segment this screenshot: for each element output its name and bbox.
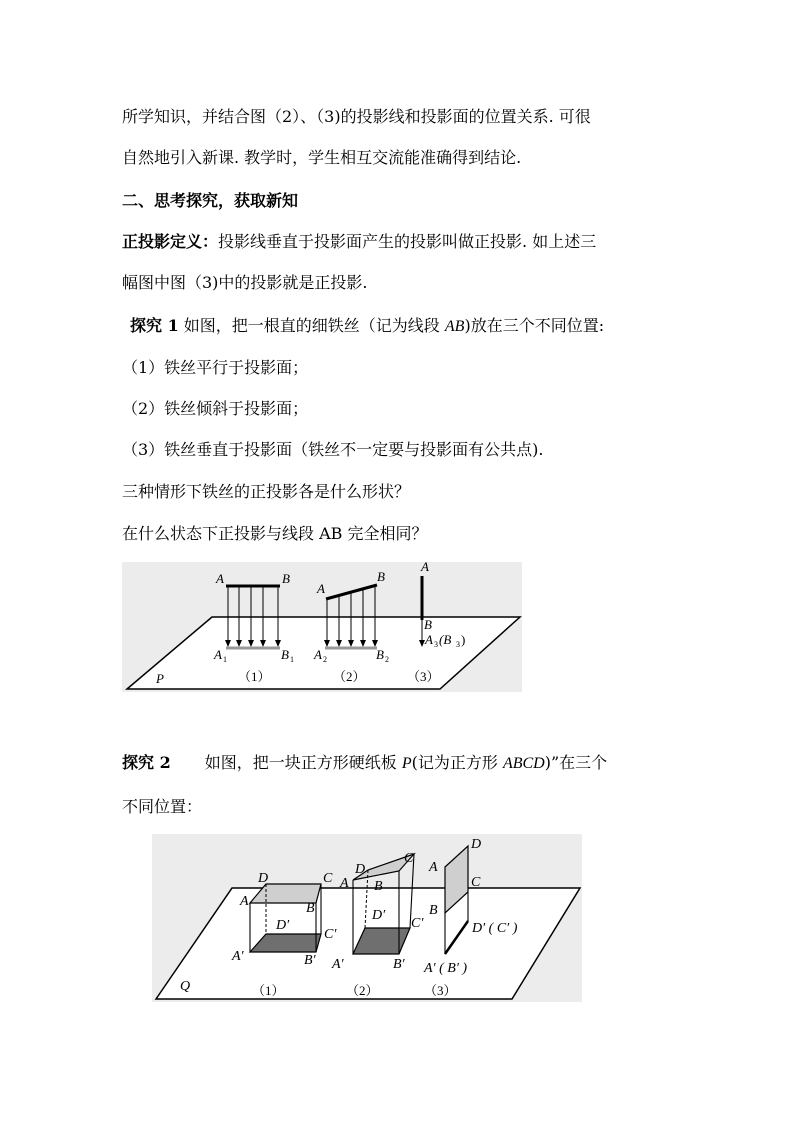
subscript: 2: [323, 655, 327, 664]
label-a: A: [317, 581, 325, 596]
subscript: 3: [456, 640, 460, 649]
plane-label-p: P: [156, 671, 164, 686]
label-d-prime: D′: [276, 918, 290, 933]
label-b: B: [306, 901, 315, 916]
label-a-prime: A′: [232, 949, 244, 964]
explore2-intro: [122, 753, 607, 774]
square-name: ABCD: [502, 755, 545, 772]
paragraph-line: 自然地引入新课. 教学时，学生相互交流能准确得到结论.: [122, 148, 522, 167]
explore1-item: （3）铁丝垂直于投影面（铁丝不一定要与投影面有公共点).: [122, 440, 544, 459]
explore1-intro: [130, 316, 604, 337]
definition-line: [122, 232, 596, 252]
label-b: B: [429, 903, 438, 918]
label-b-prime: B′: [304, 953, 316, 968]
definition-text: 投影线垂直于投影面产生的投影叫做正投影. 如上述三: [218, 232, 597, 251]
subscript: 1: [290, 655, 294, 664]
label-a: A: [340, 876, 349, 891]
label-paren: ): [461, 632, 466, 647]
label-d: D: [258, 871, 269, 886]
segment-name: AB: [444, 318, 465, 335]
explore2-text: 如图，把一块正方形硬纸板: [204, 753, 402, 772]
explore1-item: （1）铁丝平行于投影面；: [122, 358, 309, 377]
label-b-prime: B′: [393, 957, 405, 972]
label-a2: A: [314, 647, 322, 662]
explore1-item: （2）铁丝倾斜于投影面；: [122, 399, 309, 418]
label-a: A: [421, 562, 429, 574]
label-b: B: [374, 879, 383, 894]
label-c: C: [471, 875, 481, 890]
label-c: C: [404, 851, 414, 866]
plane-label-q: Q: [180, 979, 191, 994]
definition-line-2: 幅图中图（3)中的投影就是正投影.: [122, 273, 368, 292]
section-heading: 二、思考探究，获取新知: [122, 191, 299, 210]
label-b3: (B: [439, 632, 452, 647]
label-a: A: [240, 894, 249, 909]
label-a: A: [216, 571, 224, 586]
label-b2: B: [376, 647, 384, 662]
label-a-prime: A′: [332, 957, 344, 972]
label-b1: B: [281, 647, 289, 662]
label-d: D: [471, 837, 482, 852]
paragraph-line: 所学知识，并结合图（2）、（3)的投影线和投影面的位置关系. 可很: [122, 107, 591, 126]
label-a: A: [429, 860, 438, 875]
explore2-line-2: 不同位置：: [122, 797, 203, 816]
label-a-b-prime: A′ ( B′ ): [424, 961, 468, 976]
subscript: 3: [434, 640, 438, 649]
label-c-prime: C′: [411, 916, 424, 931]
explore1-text-end: )放在三个不同位置:: [464, 316, 605, 335]
explore1-text: 如图，把一根直的细铁丝（记为线段: [178, 316, 445, 335]
subscript: 2: [385, 655, 389, 664]
figure-caption: （2）: [346, 983, 379, 998]
explore2-label: 探究 2: [122, 753, 171, 772]
label-a1: A: [214, 647, 222, 662]
label-c-prime: C′: [324, 927, 337, 942]
figure-wire-projection: [122, 562, 522, 692]
label-b: B: [424, 617, 432, 632]
label-d-prime: D′: [372, 908, 386, 923]
explore1-question: 三种情形下铁丝的正投影各是什么形状？: [122, 482, 411, 501]
explore2-text-end: )”在三个: [544, 753, 608, 772]
label-d-c-prime: D′ ( C′ ): [472, 921, 518, 936]
figure-caption: （1）: [252, 983, 285, 998]
label-b: B: [377, 569, 385, 584]
label-b: B: [282, 571, 290, 586]
label-c: C: [323, 871, 333, 886]
explore2-text-mid: (记为正方形: [411, 753, 503, 772]
label-d: D: [355, 862, 366, 877]
subscript: 1: [223, 655, 227, 664]
figure-caption: （3）: [424, 983, 457, 998]
figure-caption: （1）: [238, 669, 271, 684]
figure-caption: （3）: [407, 669, 440, 684]
board-name: P: [401, 755, 412, 772]
label-a3: A: [425, 632, 433, 647]
explore1-label: 探究 1: [130, 316, 179, 335]
figure-caption: （2）: [333, 669, 366, 684]
definition-term: 正投影定义：: [122, 232, 219, 251]
explore1-question: 在什么状态下正投影与线段 AB 完全相同？: [122, 524, 428, 543]
figure-square-projection: [152, 834, 582, 1002]
